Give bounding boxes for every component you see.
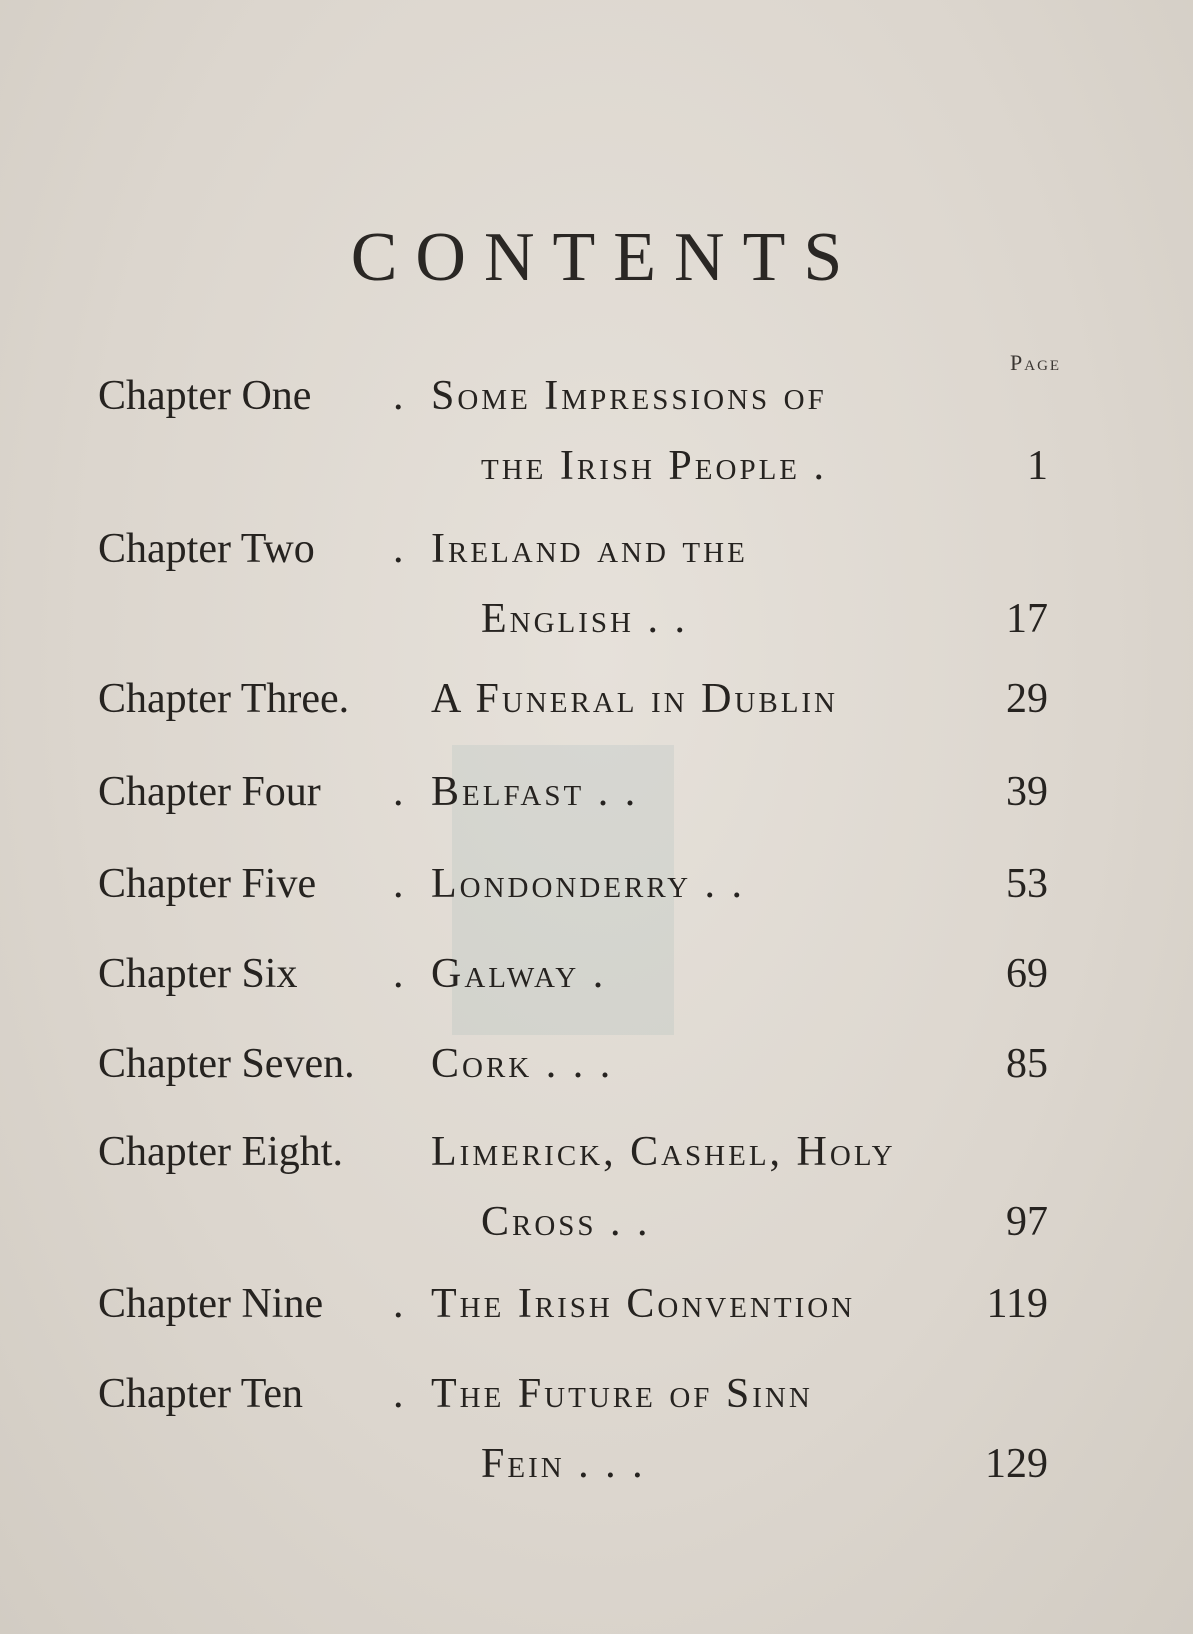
chapter-label: Chapter Nine — [98, 1281, 324, 1327]
chapter-title: Ireland and the — [431, 526, 748, 572]
chapter-title: Galway . — [431, 951, 607, 997]
chapter-separator: . — [393, 1371, 404, 1417]
chapter-title-continued: the Irish People . — [481, 443, 828, 489]
page-number: 39 — [1006, 769, 1048, 815]
chapter-separator: . — [393, 1281, 404, 1327]
chapter-title: A Funeral in Dublin — [431, 676, 839, 722]
chapter-separator: . — [393, 526, 404, 572]
chapter-separator: . — [393, 861, 404, 907]
chapter-separator: . — [393, 951, 404, 997]
page-number: 17 — [1006, 596, 1048, 642]
page-number: 69 — [1006, 951, 1048, 997]
chapter-title: Some Impressions of — [431, 373, 827, 419]
toc-entry — [98, 675, 1078, 745]
chapter-title-continued: English . . — [481, 596, 688, 642]
chapter-title-continued: Fein . . . — [481, 1441, 646, 1487]
toc-entry — [98, 768, 1078, 838]
chapter-separator: . — [393, 373, 404, 419]
toc-entry — [98, 1370, 1078, 1510]
chapter-title: The Future of Sinn — [431, 1371, 813, 1417]
chapter-label: Chapter Seven. — [98, 1041, 355, 1087]
toc-entry — [98, 1280, 1078, 1350]
toc-entry — [98, 860, 1078, 930]
chapter-separator: . — [393, 769, 404, 815]
chapter-label: Chapter Eight. — [98, 1129, 343, 1175]
chapter-label: Chapter Five — [98, 861, 317, 907]
chapter-label: Chapter Four — [98, 769, 321, 815]
chapter-label: Chapter Two — [98, 526, 315, 572]
chapter-title-continued: Cross . . — [481, 1199, 651, 1245]
page-number: 1 — [1027, 443, 1048, 489]
chapter-title: Londonderry . . — [431, 861, 746, 907]
chapter-title: Limerick, Cashel, Holy — [431, 1129, 896, 1175]
chapter-title: Cork . . . — [431, 1041, 614, 1087]
page-number: 53 — [1006, 861, 1048, 907]
chapter-title: Belfast . . — [431, 769, 639, 815]
page-number: 29 — [1006, 676, 1048, 722]
contents-title: CONTENTS — [350, 219, 861, 296]
toc-entry — [98, 525, 1078, 665]
chapter-label: Chapter Six — [98, 951, 298, 997]
chapter-label: Chapter Ten — [98, 1371, 304, 1417]
toc-entry — [98, 950, 1078, 1020]
page-number: 97 — [1006, 1199, 1048, 1245]
chapter-label: Chapter One — [98, 373, 312, 419]
toc-entry — [98, 372, 1078, 512]
page-number: 85 — [1006, 1041, 1048, 1087]
page-column-heading: Page — [1010, 350, 1062, 375]
page-number: 119 — [986, 1281, 1048, 1327]
chapter-label: Chapter Three. — [98, 676, 350, 722]
toc-entry — [98, 1128, 1078, 1268]
page-number: 129 — [985, 1441, 1048, 1487]
toc-entry — [98, 1040, 1078, 1110]
chapter-title: The Irish Convention — [431, 1281, 856, 1327]
